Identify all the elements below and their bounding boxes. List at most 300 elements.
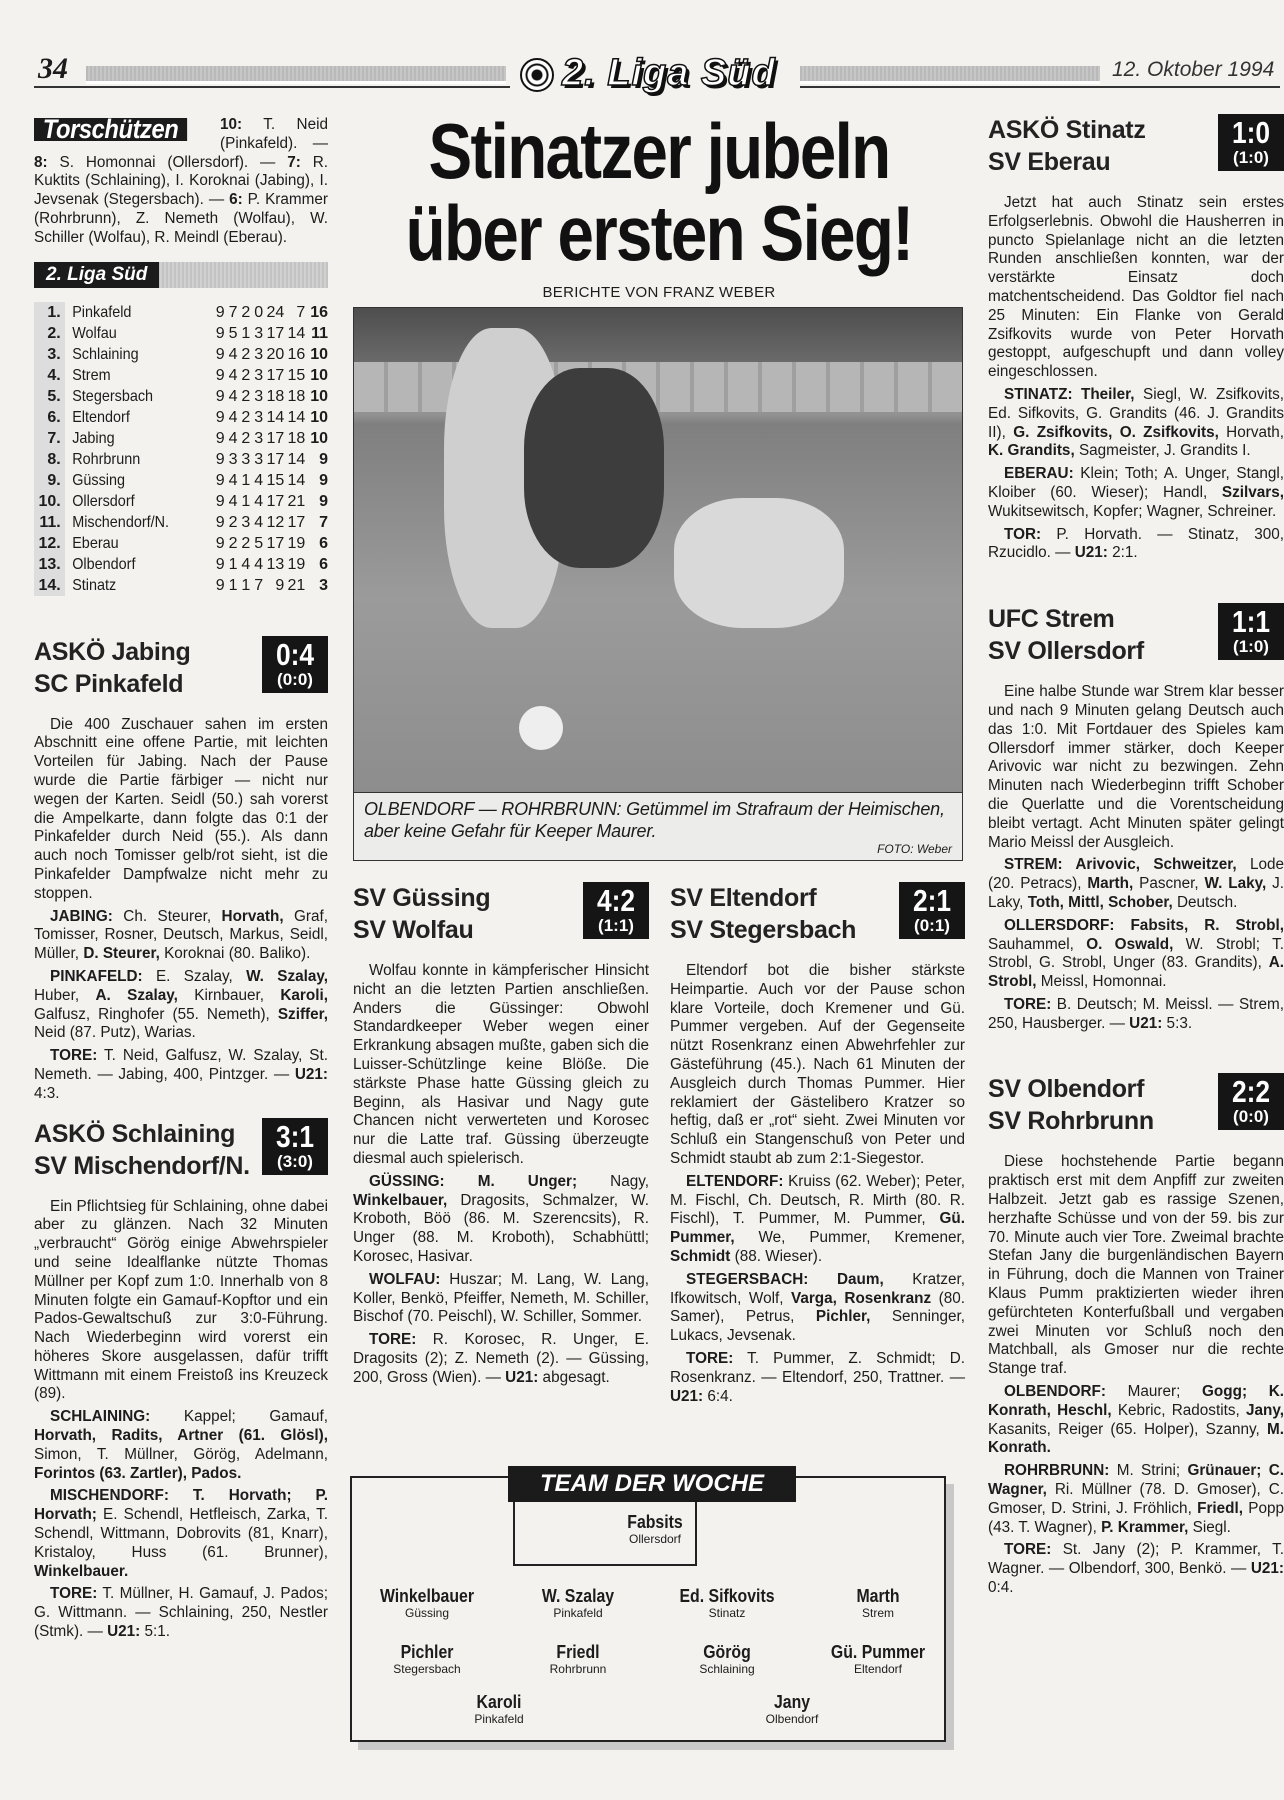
standings-row: [34, 491, 328, 512]
bold-text: Gogg; K. Konrath, Heschl,: [988, 1383, 1284, 1419]
match-photo: [353, 307, 963, 793]
final-score: 2:1: [912, 883, 952, 918]
away-team: SV Eberau: [988, 148, 1111, 176]
score-box: [899, 882, 965, 939]
rank-cell: 6.: [34, 407, 65, 428]
text: Meissl, Homonnai.: [1036, 973, 1167, 991]
halftime-score: (1:0): [1233, 637, 1269, 657]
text: Sagmeister, J. Grandits I.: [1074, 442, 1251, 460]
team-cell: Jabing: [71, 429, 115, 447]
standings-row: [34, 575, 328, 596]
text: Lode (20. Petracs),: [988, 856, 1284, 893]
goals-for-cell: 14: [266, 408, 285, 426]
text: E. Schendl, Hetfleisch, Zarka, T. Schendl, Wittmann, Dobrovits (81, Knarr), Kristaloy, Huss (61. Brunner),: [34, 1506, 328, 1561]
text: Galfusz, Ringhofer (55. Nemeth),: [34, 1005, 278, 1023]
paragraph: [34, 908, 328, 964]
standings-row: [34, 407, 328, 428]
drawn-cell: 3: [241, 513, 251, 531]
won-cell: 4: [228, 429, 238, 447]
text: abgesagt.: [538, 1368, 610, 1386]
goals-for-cell: 17: [266, 450, 285, 468]
bold-text: W. Szalay,: [246, 967, 328, 985]
bold-text: P. Krammer,: [1101, 1518, 1189, 1536]
points-cell: 3: [319, 576, 328, 594]
drawn-cell: 2: [241, 429, 251, 447]
text: (80. Samer), Petrus,: [670, 1289, 965, 1326]
text: Wukitsewitsch, Kopfer; Wagner, Schreiner.: [988, 502, 1277, 520]
bold-text: U21:: [107, 1623, 141, 1641]
standings-header: [34, 262, 328, 288]
paragraph: [670, 1271, 965, 1346]
team-cell: Wolfau: [71, 324, 117, 342]
player-5: [352, 1642, 502, 1676]
football-icon: [520, 58, 554, 92]
player-name: Görög: [703, 1642, 751, 1662]
home-team: ASKÖ Stinatz: [988, 116, 1146, 144]
paragraph: [988, 683, 1284, 852]
lost-cell: 3: [254, 408, 264, 426]
bold-text: GÜSSING: M. Unger;: [369, 1172, 578, 1190]
text: T. Neid, Galfusz, W. Szalay, St. Nemeth. — Jabing, 400, Pintzger. —: [34, 1047, 328, 1083]
player-name: Jany: [773, 1692, 811, 1712]
rank-cell: 14.: [34, 575, 65, 596]
text: Senninger, Lukacs, Jevsenak.: [670, 1308, 965, 1345]
drawn-cell: 4: [241, 555, 251, 573]
text: Sauhammel,: [988, 935, 1087, 953]
caption-text: OLBENDORF — ROHRBRUNN: Getümmel im Strafraum der Heimischen, aber keine Gefahr für Keeper Maurer.: [364, 799, 945, 841]
bold-text: Szilvars,: [1221, 483, 1284, 501]
played-cell: 9: [215, 303, 225, 321]
points-cell: 9: [319, 492, 328, 510]
final-score: 0:4: [275, 636, 315, 672]
goals-for-cell: 17: [266, 366, 285, 384]
paragraph: [988, 856, 1284, 912]
standings-row: [34, 323, 328, 344]
text: Kruiss (62. Weber); Peter, M. Fischl, Ch. Deutsch, R. Mirth (80. R. Fischl), T. Pummer, M. Pummer,: [670, 1172, 965, 1228]
bold-text: 7:: [287, 153, 301, 171]
player-club: Schlaining: [699, 1662, 755, 1676]
halftime-score: (0:0): [1233, 1107, 1269, 1127]
team-of-week-title: TEAM DER WOCHE: [508, 1466, 796, 1502]
drawn-cell: 2: [241, 345, 251, 363]
photo-credit: FOTO: Weber: [877, 842, 952, 856]
text: Ri. Müllner (78. D. Gmoser), C. Gmoser, D. Strini, J. Fröhlich,: [988, 1481, 1284, 1517]
text: T. Pummer, Z. Schmidt; D. Rosenkranz. — Eltendorf, 250, Trattner. —: [670, 1349, 965, 1386]
match-report-jabing-pinkafeld: [34, 636, 328, 1104]
team-of-the-week: [350, 1470, 946, 1742]
player-4: [803, 1586, 953, 1620]
paragraph: [34, 1408, 328, 1483]
paragraph: [988, 1462, 1284, 1537]
halftime-score: (1:1): [598, 916, 634, 935]
points-cell: 16: [310, 303, 328, 321]
match-report-stinatz-eberau: [988, 114, 1284, 563]
rank-cell: 10.: [34, 491, 65, 512]
points-cell: 10: [310, 408, 328, 426]
bold-text: A. Szalay,: [95, 986, 178, 1004]
bold-text: Schmidt: [670, 1247, 731, 1265]
lost-cell: 3: [254, 387, 264, 405]
score-box: [262, 636, 328, 693]
drawn-cell: 2: [241, 387, 251, 405]
text: Wolfau konnte in kämpferischer Hinsicht nicht an die letzten Partien anschließen. Anders die Güssinger: Obwohl Standardkeeper Weber wegen einer Erkrankung absagen mußte, gaben sich die Luisser-Schützlinge keine Blöße. Die stärkste Phase hatte Güssing gleich zu Beginn, als Hasivar und Nagy gute Chancen nicht verwerteten und Korosec nur die Latte traf. Güssing überzeugte diesmal auch spielerisch.: [353, 962, 649, 1167]
bold-text: STINATZ: Theiler,: [1004, 385, 1135, 403]
drawn-cell: 1: [241, 492, 251, 510]
played-cell: 9: [215, 408, 225, 426]
paragraph: [988, 917, 1284, 992]
middle-column-2: [670, 882, 965, 1410]
goals-for-cell: 9: [275, 576, 285, 594]
photo-caption: [353, 793, 963, 861]
photo-player-dark: [524, 368, 664, 568]
player-name: Gü. Pummer: [830, 1642, 926, 1662]
header-bar-left: [86, 66, 506, 84]
won-cell: 5: [228, 324, 238, 342]
photo-ball: [519, 706, 563, 750]
played-cell: 9: [215, 471, 225, 489]
paragraph: [988, 194, 1284, 382]
team-cell: Stinatz: [71, 576, 116, 594]
text: 5:3.: [1162, 1014, 1193, 1032]
middle-column-1: [353, 882, 649, 1392]
bold-text: Gü. Pummer,: [670, 1210, 965, 1247]
teams: [988, 603, 1144, 667]
team-cell: Rohrbrunn: [71, 450, 140, 468]
main-headline: [353, 107, 965, 277]
goals-for-cell: 17: [266, 429, 285, 447]
bold-text: Jany,: [1246, 1401, 1284, 1419]
standings-row: [34, 554, 328, 575]
player-2: [503, 1586, 653, 1620]
text: Ch. Steurer,: [112, 907, 222, 925]
home-team: SV Eltendorf: [670, 884, 817, 912]
team-cell: Eltendorf: [71, 408, 130, 426]
lost-cell: 5: [254, 534, 264, 552]
paragraph: [353, 1173, 649, 1267]
played-cell: 9: [215, 429, 225, 447]
player-6: [503, 1642, 653, 1676]
bold-text: U21:: [1250, 1560, 1284, 1578]
home-team: ASKÖ Jabing: [34, 637, 191, 666]
final-score: 4:2: [596, 883, 636, 918]
paragraph: [988, 996, 1284, 1034]
bold-text: JABING:: [50, 907, 113, 925]
standings-title: 2. Liga Süd: [34, 262, 159, 288]
player-0: [580, 1512, 730, 1546]
drawn-cell: 1: [241, 324, 251, 342]
paragraph: [34, 1047, 328, 1103]
played-cell: 9: [215, 366, 225, 384]
points-cell: 6: [319, 555, 328, 573]
paragraph: [988, 1153, 1284, 1379]
rank-cell: 1.: [34, 302, 65, 323]
text: R. Korosec, R. Unger, E. Dragosits (2); Z. Nemeth (2). — Güssing, 200, Gross (Wien). —: [353, 1331, 649, 1386]
played-cell: 9: [215, 513, 225, 531]
bold-text: TORE:: [369, 1331, 417, 1349]
text: Koroknai (80. Baliko).: [159, 945, 311, 963]
team-cell: Olbendorf: [71, 555, 136, 573]
paragraph: [34, 968, 328, 1043]
paragraph: [34, 716, 328, 904]
match-report-strem-ollersdorf: [988, 603, 1284, 1033]
player-club: Rohrbrunn: [549, 1662, 607, 1676]
bold-text: SCHLAINING:: [50, 1408, 151, 1426]
standings-row: [34, 386, 328, 407]
player-name: Fabsits: [627, 1512, 683, 1532]
home-team: ASKÖ Schlaining: [34, 1119, 236, 1148]
player-8: [803, 1642, 953, 1676]
won-cell: 4: [228, 387, 238, 405]
drawn-cell: 2: [241, 534, 251, 552]
standings-row: [34, 428, 328, 449]
bold-text: U21:: [294, 1065, 328, 1083]
lost-cell: 3: [254, 345, 264, 363]
player-3: [652, 1586, 802, 1620]
teams: [353, 882, 490, 946]
rank-cell: 5.: [34, 386, 65, 407]
byline: BERICHTE VON FRANZ WEBER: [542, 284, 776, 301]
won-cell: 1: [228, 555, 238, 573]
text: P. Horvath. — Stinatz, 300, Rzucidlo. —: [988, 525, 1284, 562]
bold-text: STREM: Arivovic, Schweitzer,: [1004, 856, 1237, 874]
headline-line-1: Stinatzer jubeln: [428, 107, 890, 195]
goals-against-cell: 14: [287, 450, 306, 468]
played-cell: 9: [215, 345, 225, 363]
text: Jetzt hat auch Stinatz sein erstes Erfolgserlebnis. Obwohl die Hausherren in puncto Spielanlage nicht an die letzten Runden anschließen konnten, war der verstärkte Einsatz doch matchentscheidend. Das Goldtor fiel nach 25 Minuten: Ein Flanke von Gerald Zsifkovits wurde von Peter Horvath gestoppt, aufgeschupft und dann volley eingeschlossen.: [988, 194, 1284, 381]
bold-text: TORE:: [50, 1585, 98, 1603]
text: T. Neid (Pinkafeld). —: [220, 116, 328, 152]
points-cell: 9: [319, 450, 328, 468]
team-cell: Mischendorf/N.: [71, 513, 169, 531]
bold-text: G. Zsifkovits, O. Zsifkovits,: [1013, 423, 1219, 441]
rank-cell: 9.: [34, 470, 65, 491]
team-cell: Schlaining: [71, 345, 139, 363]
points-cell: 10: [310, 366, 328, 384]
bold-text: U21:: [1074, 544, 1108, 562]
match-header: [353, 882, 649, 946]
bold-text: Varga, Rosenkranz: [790, 1289, 932, 1307]
player-club: Stinatz: [708, 1606, 746, 1620]
goals-against-cell: 14: [287, 471, 306, 489]
bold-text: MISCHENDORF: T. Horvath; P. Horvath;: [34, 1487, 328, 1524]
text: Pascner,: [1133, 875, 1205, 893]
text: Ein Pflichtsieg für Schlaining, ohne dabei aber zu glänzen. Nach 32 Minuten „verbraucht“ Görög einige Abwehrspieler und seine Idealflanke nützte Thomas Müllner per Kopf zum 1:0. Innerhalb von 8 Minuten folgte ein Gamauf-Kopftor und ein Pados-Gewaltschuß zur 3:0-Führung. Nach Wiederbeginn wird vorerst ein höheres Skore ausgelassen, dafür trifft Wittmann mit einem Freistoß ins Kreuzeck (89).: [34, 1197, 328, 1403]
bold-text: Forintos (63. Zartler), Pados.: [34, 1464, 242, 1482]
home-team: UFC Strem: [988, 605, 1115, 634]
text: Simon, T. Müllner, Görög, Adelmann,: [34, 1445, 328, 1463]
final-score: 1:1: [1231, 604, 1271, 640]
lost-cell: 3: [254, 450, 264, 468]
won-cell: 2: [228, 534, 238, 552]
text: Deutsch.: [1172, 893, 1238, 911]
player-9: [424, 1692, 574, 1726]
bold-text: EBERAU:: [1004, 465, 1074, 483]
halftime-score: (0:0): [277, 669, 313, 689]
rank-cell: 13.: [34, 554, 65, 575]
scorers-title: Torschützen: [34, 118, 187, 141]
text: Diese hochstehende Partie begann praktisch erst mit dem Anpfiff zur zweiten Halbzeit. Jetzt gab es rassige Szenen, herzhafte Schüsse und von der 59. bis zur 70. Minute auch vier Tore. Zweimal brachte Stefan Jany die burgenländischen Bayern in Führung, doch die Mannen von Trainer Klaus Pumm praktizierten wieder ihren gefürchteten Konterfußball und vergaben zwei Minuten vor Schluß noch den Matchball, als Gmoser nur die rechte Stange traf.: [988, 1153, 1284, 1378]
paragraph: [353, 1271, 649, 1327]
played-cell: 9: [215, 450, 225, 468]
score-box: [583, 882, 649, 939]
standings-row: [34, 365, 328, 386]
text: (88. Wieser).: [730, 1247, 823, 1265]
away-team: SV Stegersbach: [670, 916, 857, 944]
rank-cell: 12.: [34, 533, 65, 554]
match-header: [988, 1073, 1284, 1137]
goals-against-cell: 15: [287, 366, 306, 384]
played-cell: 9: [215, 324, 225, 342]
headline-line-2: über ersten Sieg!: [405, 189, 913, 277]
bold-text: TOR:: [1004, 525, 1042, 543]
goals-for-cell: 17: [266, 492, 285, 510]
paragraph: [988, 1383, 1284, 1458]
teams: [670, 882, 856, 946]
bold-text: Friedl,: [1197, 1499, 1243, 1517]
goals-for-cell: 20: [266, 345, 285, 363]
text: M. Strini;: [1109, 1462, 1188, 1480]
player-name: Pichler: [400, 1642, 454, 1662]
score-box: [1218, 1073, 1284, 1130]
text: B. Deutsch; M. Meissl. — Strem, 250, Hausberger. —: [988, 995, 1284, 1032]
standings-table: [34, 302, 328, 596]
bold-text: ROHRBRUNN:: [1004, 1462, 1110, 1480]
played-cell: 9: [215, 576, 225, 594]
bold-text: 8:: [34, 153, 48, 171]
text: Kirnbauer,: [177, 986, 281, 1004]
home-team: SV Güssing: [353, 884, 491, 912]
text: Popp (43. T. Wagner),: [988, 1499, 1284, 1536]
goals-for-cell: 24: [266, 303, 285, 321]
away-team: SV Ollersdorf: [988, 637, 1144, 666]
points-cell: 6: [319, 534, 328, 552]
bold-text: 6:: [229, 191, 243, 209]
goals-against-cell: 21: [287, 576, 306, 594]
goals-against-cell: 14: [287, 408, 306, 426]
team-cell: Güssing: [71, 471, 125, 489]
bold-text: Horvath,: [221, 907, 284, 925]
match-report-schlaining-mischendorf: [34, 1118, 328, 1642]
drawn-cell: 3: [241, 450, 251, 468]
text: Neid (87. Putz), Warias.: [34, 1024, 196, 1042]
text: Eine halbe Stunde war Strem klar besser und nach 9 Minuten gelang Deutsch auch das 1:0. Mit Fortdauer des Spieles kam Ollersdorf immer stärker, doch Keeper Arivovic war nicht zu bezwingen. Zehn Minuten nach Wiederbeginn trifft Schober die Querlatte und die Vorentscheidung bleibt vertagt. Acht Minuten später gelingt Mario Meissl der Ausgleich.: [988, 683, 1284, 851]
header-rule-left: [34, 86, 510, 88]
paragraph: [34, 1487, 328, 1581]
final-score: 3:1: [275, 1118, 315, 1154]
left-column: [34, 116, 328, 1646]
rank-cell: 11.: [34, 512, 65, 533]
player-club: Strem: [861, 1606, 894, 1620]
bold-text: PINKAFELD:: [50, 967, 143, 985]
bold-text: 10:: [220, 116, 243, 133]
won-cell: 4: [228, 492, 238, 510]
bold-text: Horvath, Radits, Artner (61. Glösl),: [34, 1427, 328, 1445]
final-score: 2:2: [1231, 1074, 1271, 1110]
paragraph: [988, 386, 1284, 461]
team-cell: Ollersdorf: [71, 492, 135, 510]
points-cell: 10: [310, 387, 328, 405]
paragraph: [988, 526, 1284, 564]
player-name: Friedl: [556, 1642, 600, 1662]
standings-row: [34, 344, 328, 365]
lost-cell: 3: [254, 324, 264, 342]
match-report-eltendorf-stegersbach: [670, 882, 965, 1406]
teams: [988, 1073, 1154, 1137]
player-name: Karoli: [476, 1692, 522, 1712]
points-cell: 11: [311, 324, 328, 342]
bold-text: Winkelbauer,: [353, 1191, 448, 1209]
bold-text: U21:: [670, 1387, 704, 1405]
text: St. Jany (2); P. Krammer, T. Wagner. — Olbendorf, 300, Benkö. —: [988, 1541, 1284, 1578]
text: Kratzer, Ifkowitsch, Wolf,: [670, 1270, 965, 1307]
standings-row: [34, 302, 328, 323]
paragraph: [988, 465, 1284, 521]
text: Kappel; Gamauf,: [150, 1408, 328, 1426]
text: Kebric, Radostits,: [1111, 1401, 1247, 1419]
played-cell: 9: [215, 555, 225, 573]
won-cell: 2: [228, 513, 238, 531]
lost-cell: 4: [254, 492, 264, 510]
text: Die 400 Zuschauer sahen im ersten Abschnitt eine offene Partie, mit leichten Vorteilen für Jabing. Nach der Pause wurde die Partie färbiger — nicht nur wegen der Karten. Seidl (50.) sah vorerst die Ampelkarte, dann folgte das 0:1 der Pinkafelder durch Neid (55.). Als dann auch noch Tomisser gelb/rot sieht, ist die Pinkafelder Dampfwalze nicht mehr zu stoppen.: [34, 715, 328, 902]
paragraph: [670, 1173, 965, 1267]
bold-text: U21:: [1129, 1014, 1163, 1032]
bold-text: OLBENDORF:: [1004, 1383, 1106, 1401]
goals-for-cell: 17: [266, 534, 285, 552]
text: Huber,: [34, 986, 96, 1004]
text: Eltendorf bot die bisher stärkste Heimpartie. Auch vor der Pause schon klare Vorteile, doch Kremener und Gü. Pummer vergeben. Auf der Gegenseite nützt Rosenkranz einen Abwehrfehler zur Gästeführung (45.). Nach 61 Minuten der Ausgleich durch Thomas Pummer. Hier reklamiert der Gästelibero Kratzer so heftig, daß er „rot“ sieht. Zwei Minuten vor Schluß ein Stangenschuß von Peter und Schmidt staubt ab zum 2:1-Siegestor.: [670, 962, 965, 1167]
text: Nagy,: [577, 1172, 650, 1190]
standings-row: [34, 449, 328, 470]
bold-text: OLLERSDORF: Fabsits, R. Strobl,: [1004, 916, 1284, 934]
player-10: [717, 1692, 867, 1726]
player-name: Ed. Sifkovits: [679, 1586, 775, 1606]
text: 5:1.: [140, 1623, 171, 1641]
points-cell: 9: [319, 471, 328, 489]
drawn-cell: 1: [241, 576, 251, 594]
home-team: SV Olbendorf: [988, 1075, 1145, 1104]
points-cell: 7: [319, 513, 328, 531]
drawn-cell: 2: [241, 366, 251, 384]
won-cell: 1: [228, 576, 238, 594]
goals-against-cell: 19: [287, 534, 306, 552]
halftime-score: (3:0): [277, 1151, 313, 1171]
goals-against-cell: 21: [287, 492, 306, 510]
played-cell: 9: [215, 387, 225, 405]
photo-background-fence: [354, 362, 962, 412]
bold-text: WOLFAU:: [369, 1270, 441, 1288]
text: 2:1.: [1107, 544, 1138, 562]
away-team: SV Mischendorf/N.: [34, 1151, 250, 1180]
lost-cell: 4: [254, 471, 264, 489]
played-cell: 9: [215, 534, 225, 552]
drawn-cell: 1: [241, 471, 251, 489]
bold-text: Grünauer; C. Wagner,: [988, 1462, 1284, 1499]
away-team: SC Pinkafeld: [34, 669, 184, 698]
text: We, Pummer, Kremener,: [734, 1229, 965, 1247]
right-column: [988, 114, 1284, 1602]
player-name: Marth: [856, 1586, 900, 1606]
goals-against-cell: 19: [287, 555, 306, 573]
team-cell: Pinkafeld: [71, 303, 132, 321]
text: Klein; Toth; A. Unger, Stangl, Kloiber (60. Wieser); Handl,: [988, 465, 1284, 501]
standings-row: [34, 512, 328, 533]
match-header: [34, 636, 328, 700]
player-club: Ollersdorf: [628, 1532, 681, 1546]
team-cell: Eberau: [71, 534, 119, 552]
rank-cell: 3.: [34, 344, 65, 365]
bold-text: O. Oswald,: [1086, 935, 1174, 953]
away-team: SV Rohrbrunn: [988, 1107, 1154, 1136]
